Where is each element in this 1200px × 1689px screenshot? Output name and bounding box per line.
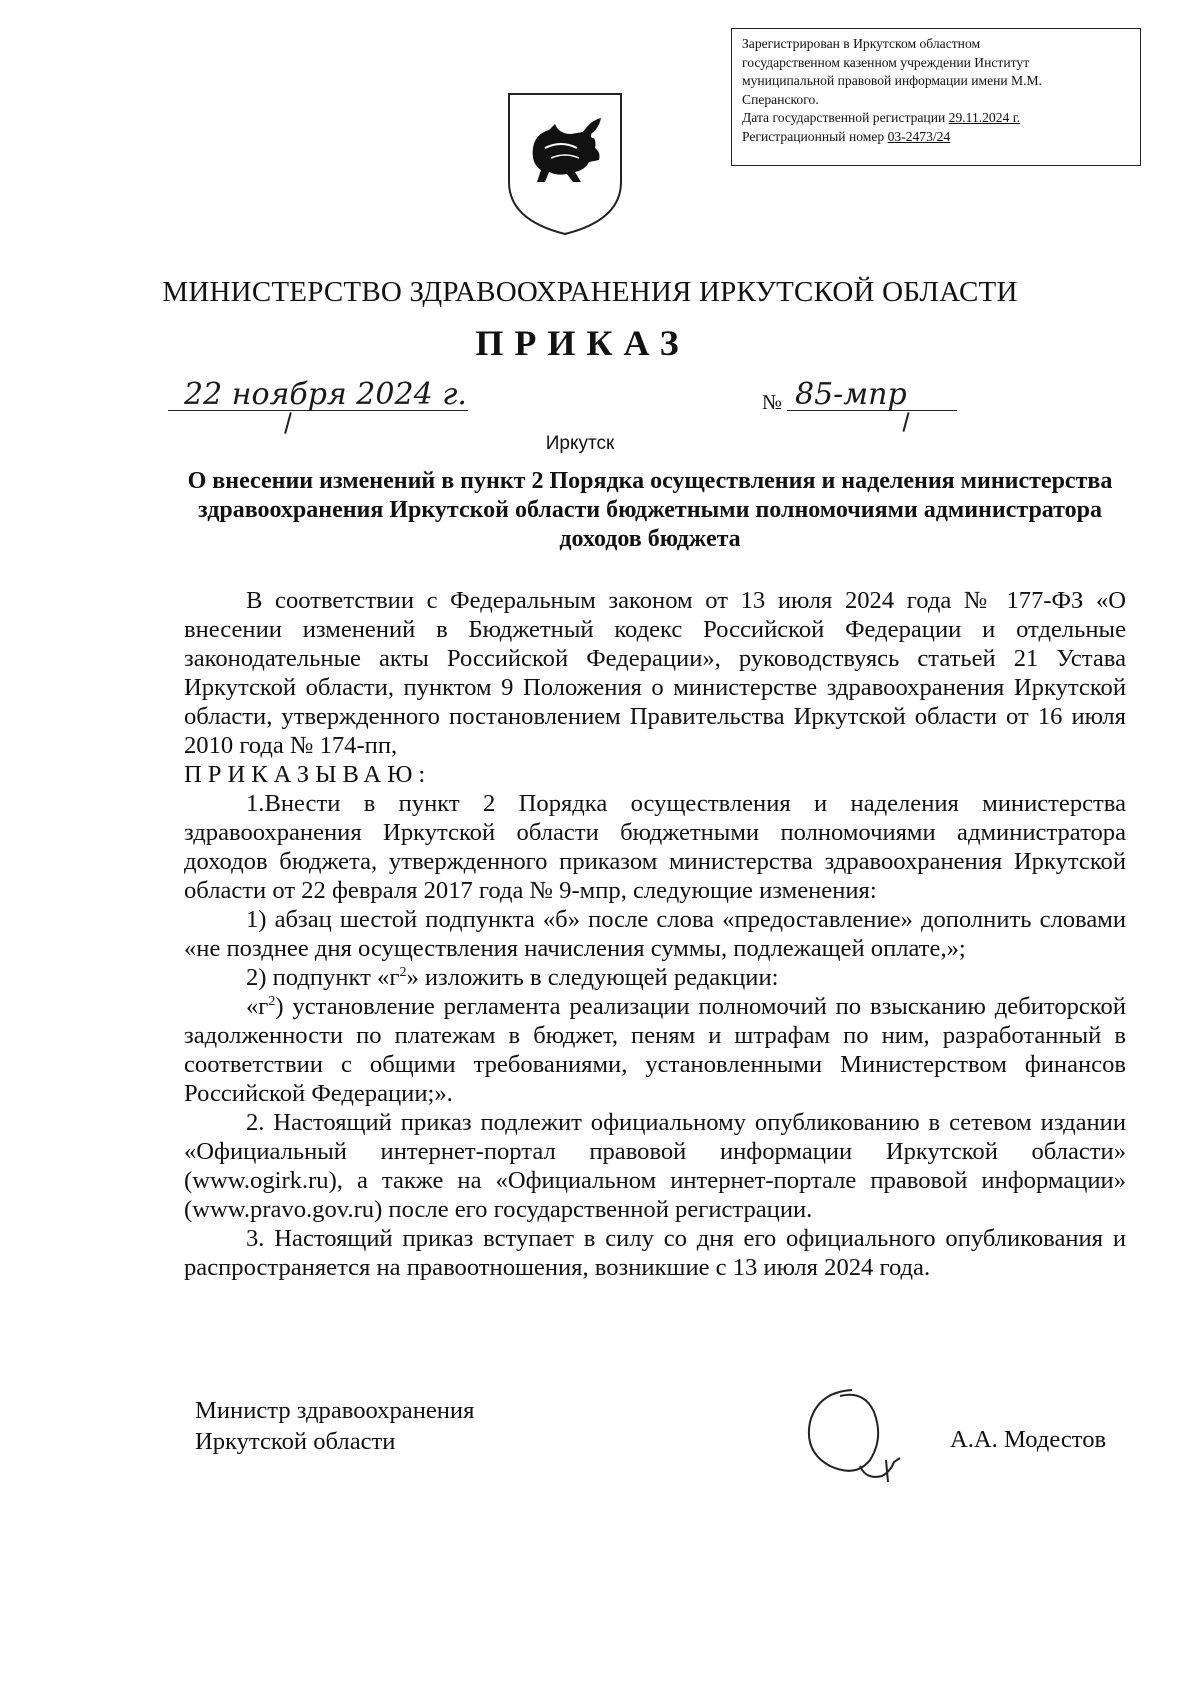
item-1-2-text-end: » изложить в следующей редакции: [406,964,779,991]
registration-line-2: государственном казенном учреждении Институт [742,54,1030,70]
item-1-2-text: 2) подпункт «г [246,964,400,991]
order-number-sign: № [762,390,783,414]
registration-line-3: муниципальной правовой информации имени М.М. [742,73,1043,88]
registration-line-4: Сперанского. [742,91,819,107]
document-type-title: ПРИКАЗ [475,323,690,363]
item-2-paragraph: 2. Настоящий приказ подлежит официальному опубликованию в сетевом издании «Официальный интернет-портал правовой информации Иркутской области» (www.ogirk.ru), а также на «Официальном интернет-портале правовой информации» (www.pravo.gov.ru) после его государственной регистрации. [184,1109,1126,1223]
registration-line-1: Зарегистрирован в Иркутском областном [742,36,981,51]
item-1-2-paragraph [184,963,1126,992]
handwritten-signature [790,1382,920,1492]
registration-number [742,128,1130,147]
item-3-paragraph: 3. Настоящий приказ вступает в силу со дня его официального опубликования и распространяется на правоотношения, возникшие с 13 июля 2024 года. [184,1225,1126,1281]
registration-date-label: Дата государственной регистрации [742,110,949,125]
preamble-paragraph: В соответствии с Федеральным законом от 13 июля 2024 года № 177-ФЗ «О внесении изменений в Бюджетный кодекс Российской Федерации и отдельные законодательные акты Российской Федерации», руководствуясь статьей 21 Устава Иркутской области, пунктом 9 Положения о министерстве здравоохранения Иркутской области, утвержденного постановлением Правительства Иркутской области от 16 июля 2010 года № 174-пп, [184,587,1126,759]
order-word: ПРИКАЗЫВАЮ: [184,761,432,788]
order-number-stroke [902,412,909,432]
order-number-handwritten: 85-мпр [795,377,907,412]
item-1-2-quote-superscript: 2 [268,993,276,1009]
signatory-position-line-2: Иркутской области [195,1428,396,1455]
registration-number-value: 03-2473/24 [887,128,951,144]
item-1-2-quote-text: ) установление регламента реализации полномочий по взысканию дебиторской задолженности по платежам в бюджет, пеням и штрафам по ним, разработанный в соответствии с общими требованиями, установленными Министерством финансов Российской Федерации;». [184,993,1126,1107]
order-date-stroke [284,412,292,434]
registration-stamp [731,28,1141,166]
city-label: Иркутск [545,433,615,454]
ministry-title: МИНИСТЕРСТВО ЗДРАВООХРАНЕНИЯ ИРКУТСКОЙ ОБЛАСТИ [162,276,1018,308]
signatory-position-line-1: Министр здравоохранения [195,1397,475,1424]
item-1-2-quote-paragraph [184,992,1126,1108]
order-body [184,586,1126,1282]
coat-of-arms-icon [505,90,625,238]
registration-date [742,109,1130,128]
registration-number-label: Регистрационный номер [742,128,888,144]
signatory-position [195,1395,474,1457]
item-1-1-paragraph: 1) абзац шестой подпункта «б» после слова «предоставление» дополнить словами «не позднее дня осуществления начисления суммы, подлежащей оплате,»; [184,906,1126,962]
item-1-paragraph: 1.Внести в пункт 2 Порядка осуществления и наделения министерства здравоохранения Иркутской области бюджетными полномочиями администратора доходов бюджета, утвержденного приказом министерства здравоохранения Иркутской области от 22 февраля 2017 года № 9-мпр, следующие изменения: [184,790,1126,904]
item-1-2-quote-start: «г [246,993,269,1020]
order-subject: О внесении изменений в пункт 2 Порядка осуществления и наделения министерства здравоохранения Иркутской области бюджетными полномочиями администратора доходов бюджета [187,468,1113,552]
item-1-2-superscript: 2 [399,964,407,980]
registration-date-value: 29.11.2024 г. [948,110,1021,125]
order-date-handwritten: 22 ноября 2024 г. [184,377,467,412]
signatory-name: А.А. Модестов [950,1426,1107,1453]
